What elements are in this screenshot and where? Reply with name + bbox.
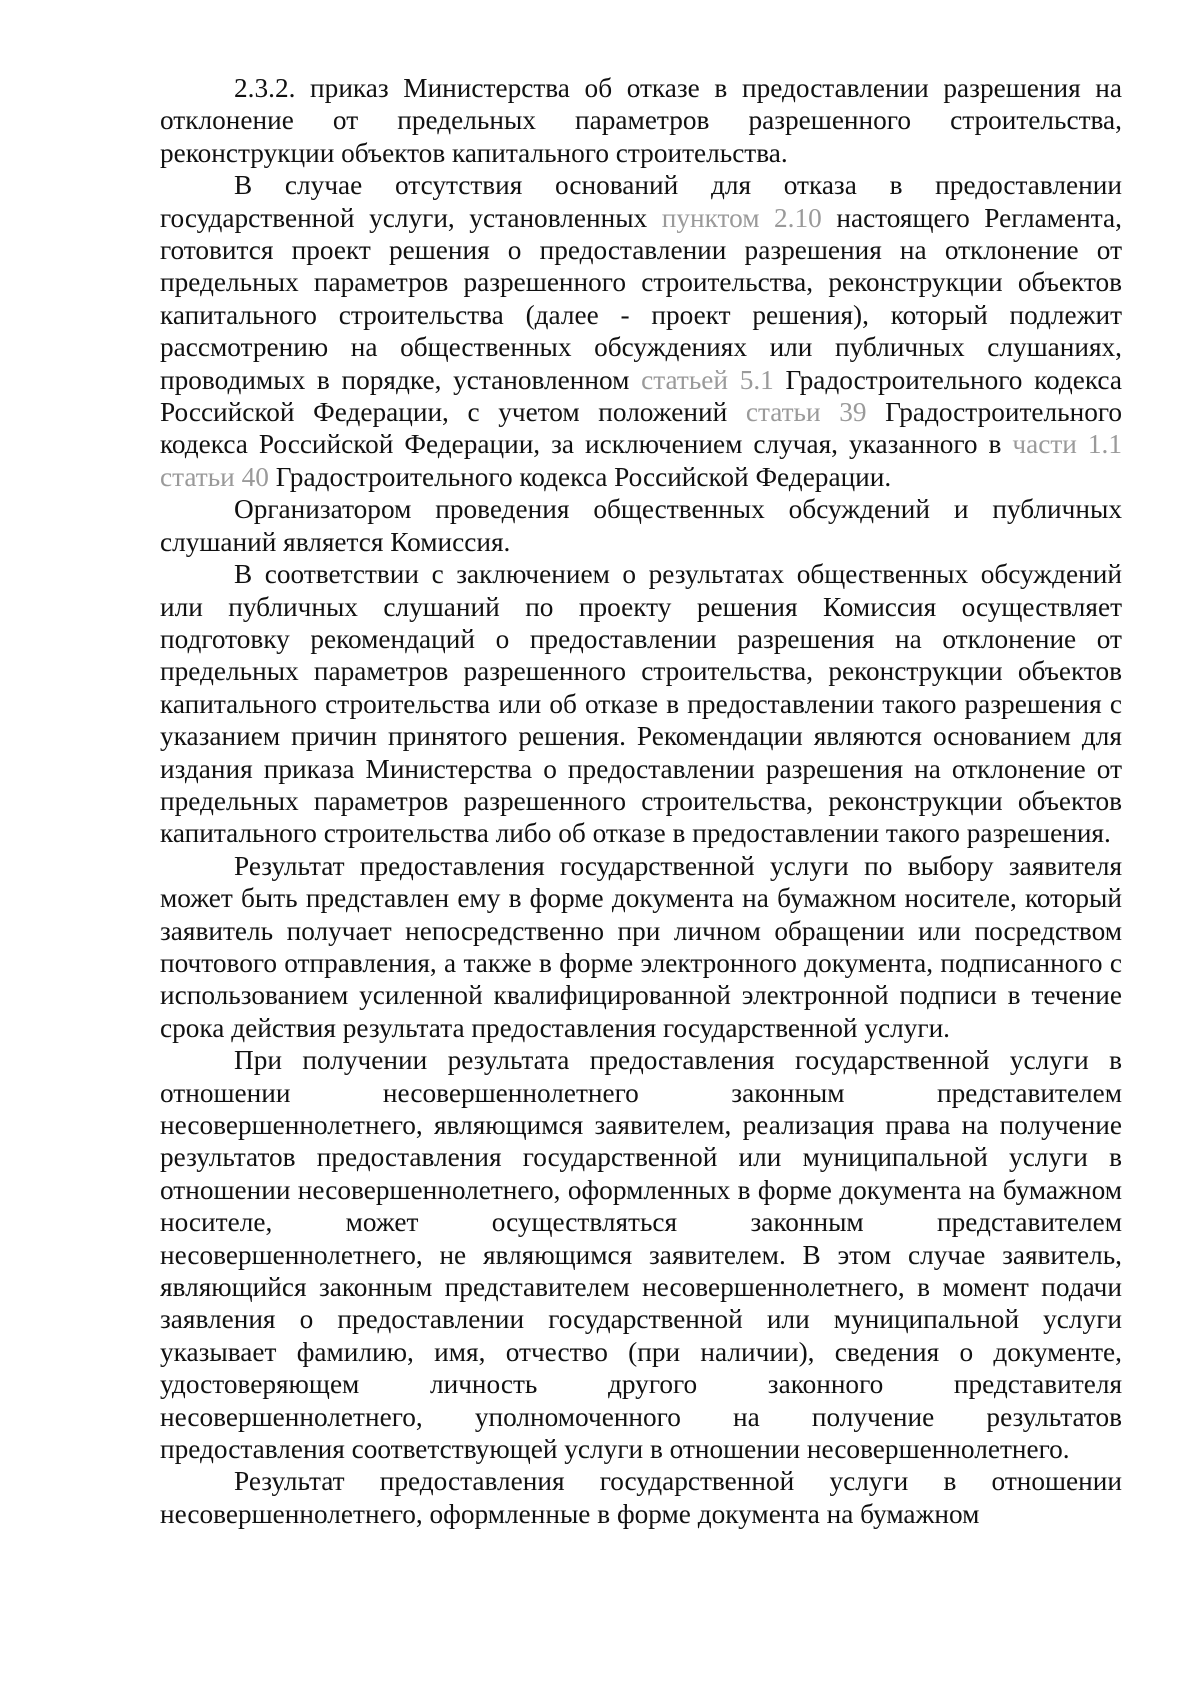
paragraph-text: Градостроительного кодекса Российской Федерации.	[268, 461, 892, 492]
reference-link-article-39[interactable]: статьи 39	[745, 397, 867, 428]
paragraph-result-delivery: Результат предоставления государственной услуги по выбору заявителя может быть представлен ему в форме документа на бумажном носителе, который заявитель получает непосредственно при личном обращении или посредством почтового отправления, а также в форме электронного документа, подписанного с использованием усиленной квалифицированной электронной подписи в течение срока действия результата предоставления государственной услуги.	[160, 850, 1122, 1043]
paragraph-organizer: Организатором проведения общественных обсуждений и публичных слушаний является Комиссия.	[160, 494, 1122, 557]
reference-link-article-40-part-1-1[interactable]: части 1.1 статьи 40	[160, 429, 1122, 492]
paragraph-recommendations: В соответствии с заключением о результатах общественных обсуждений или публичных слушаний по проекту решения Комиссия осуществляет подготовку рекомендаций о предоставлении разрешения на отклонение от предельных параметров разрешенного строительства, реконструкции объектов капитального строительства или об отказе в предоставлении такого разрешения с указанием причин принятого решения. Рекомендации являются основанием для издания приказа Министерства о предоставлении разрешения на отклонение от предельных параметров разрешенного строительства, реконструкции объектов капитального строительства либо об отказе в предоставлении такого разрешения.	[160, 559, 1122, 849]
reference-link-article-5-1[interactable]: статьей 5.1	[641, 364, 774, 395]
paragraph-text: Градостроительного кодекса Российской Федерации, за исключением случая, указанного в	[160, 397, 1123, 460]
paragraph-text: настоящего Регламента, готовится проект решения о предоставлении разрешения на отклонение от предельных параметров разрешенного строительства, реконструкции объектов капитального строительства (далее - проект решения), который подлежит рассмотрению на общественных обсуждениях или публичных слушаниях, проводимых в порядке, установленном	[160, 202, 1122, 395]
paragraph-text: В случае отсутствия оснований для отказа в предоставлении государственной услуги, установленных	[160, 170, 1122, 233]
paragraph-minor-result: Результат предоставления государственной услуги в отношении несовершеннолетнего, оформленные в форме документа на бумажном	[160, 1466, 1122, 1529]
paragraph-order-refusal: 2.3.2. приказ Министерства об отказе в предоставлении разрешения на отклонение от предельных параметров разрешенного строительства, реконструкции объектов капитального строительства.	[160, 73, 1122, 168]
reference-link-clause-2-10[interactable]: пунктом 2.10	[661, 202, 822, 233]
document-page	[160, 72, 1122, 1530]
paragraph-text: Градостроительного кодекса Российской Федерации, с учетом положений	[160, 364, 1122, 428]
paragraph-minor-representative: При получении результата предоставления государственной услуги в отношении несовершеннолетнего законным представителем несовершеннолетнего, являющимся заявителем, реализация права на получение результатов предоставления государственной или муниципальной услуги в отношении несовершеннолетнего, оформленных в форме документа на бумажном носителе, может осуществляться законным представителем несовершеннолетнего, не являющимся заявителем. В этом случае заявитель, являющийся законным представителем несовершеннолетнего, в момент подачи заявления о предоставлении государственной или муниципальной услуги указывает фамилию, имя, отчество (при наличии), сведения о документе, удостоверяющем личность другого законного представителя несовершеннолетнего, уполномоченного на получение результатов предоставления соответствующей услуги в отношении несовершеннолетнего.	[160, 1045, 1122, 1465]
paragraph-draft-decision	[160, 169, 1122, 493]
